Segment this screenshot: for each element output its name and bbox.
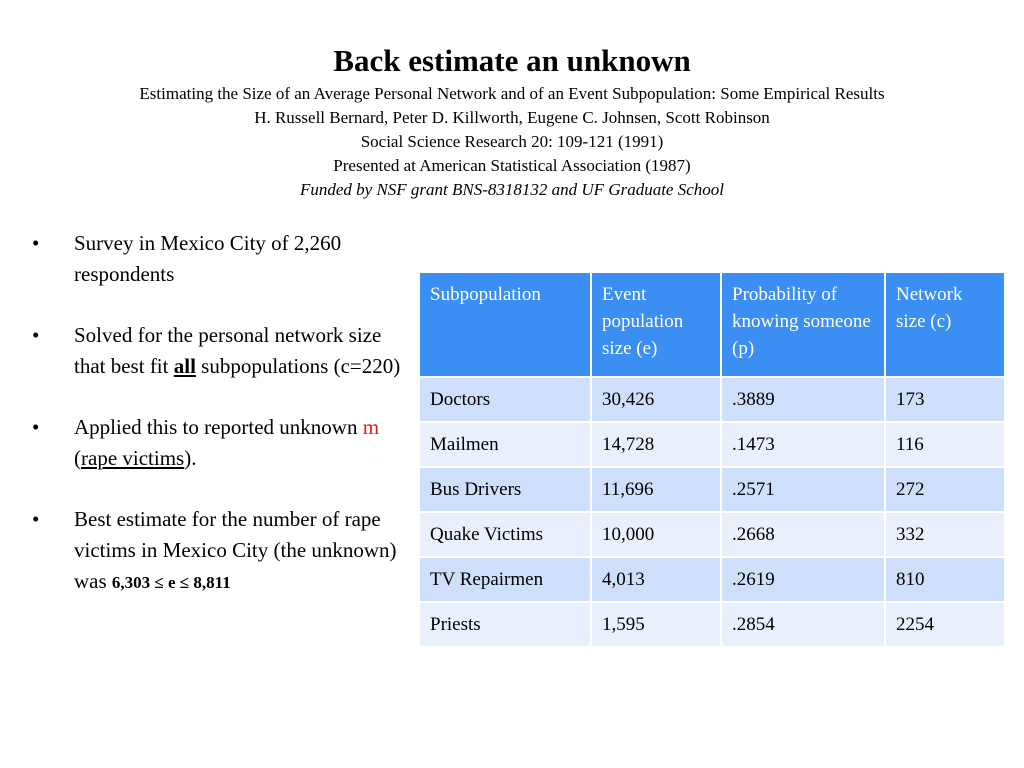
cell-subpopulation: Priests <box>419 602 591 647</box>
table-row <box>419 512 1005 557</box>
cell-probability: .3889 <box>721 377 885 422</box>
bullet-marker: • <box>32 507 40 531</box>
estimate-range: 6,303 ≤ e ≤ 8,811 <box>111 573 231 592</box>
paper-authors: H. Russell Bernard, Peter D. Killworth, Eugene C. Johnsen, Scott Robinson <box>254 108 770 127</box>
cell-probability: .2668 <box>721 512 885 557</box>
cell-event-size: 4,013 <box>591 557 721 602</box>
cell-event-size: 30,426 <box>591 377 721 422</box>
cell-subpopulation: TV Repairmen <box>419 557 591 602</box>
bullet-item <box>28 504 403 598</box>
header-network-size: Network size (c) <box>885 272 1005 377</box>
bullet-marker: • <box>32 231 40 255</box>
bullet-marker: • <box>32 415 40 439</box>
bullet-item <box>28 412 403 474</box>
bullet-text: ). <box>184 446 197 470</box>
bullet-item <box>28 320 403 382</box>
table-row <box>419 557 1005 602</box>
cell-event-size: 14,728 <box>591 422 721 467</box>
variable-m: m <box>362 415 380 439</box>
cell-probability: .2619 <box>721 557 885 602</box>
bullet-text: Applied this to reported unknown <box>74 415 363 439</box>
subpopulation-table <box>418 271 1006 648</box>
cell-subpopulation: Mailmen <box>419 422 591 467</box>
paper-citation: Social Science Research 20: 109-121 (1991) <box>360 132 664 151</box>
cell-network-size: 116 <box>885 422 1005 467</box>
cell-event-size: 10,000 <box>591 512 721 557</box>
table-row <box>419 422 1005 467</box>
cell-event-size: 1,595 <box>591 602 721 647</box>
cell-probability: .2854 <box>721 602 885 647</box>
bullet-text: subpopulations (c=220) <box>195 354 401 378</box>
header-subpopulation: Subpopulation <box>419 272 591 377</box>
paper-title: Estimating the Size of an Average Personal Network and of an Event Subpopulation: Some Empirical Results <box>139 84 885 103</box>
cell-network-size: 332 <box>885 512 1005 557</box>
slide-title: Back estimate an unknown <box>333 43 691 78</box>
cell-network-size: 2254 <box>885 602 1005 647</box>
cell-network-size: 173 <box>885 377 1005 422</box>
header-event-population-size: Event population size (e) <box>591 272 721 377</box>
slide-header <box>0 40 1024 202</box>
bullet-text: Solved for the personal network size that best fit <box>74 323 382 378</box>
table-header-row <box>419 272 1005 377</box>
table-row <box>419 467 1005 512</box>
funding-note: Funded by NSF grant BNS-8318132 and UF Graduate School <box>299 180 724 199</box>
cell-subpopulation: Doctors <box>419 377 591 422</box>
bullet-item <box>28 228 403 290</box>
table-row <box>419 602 1005 647</box>
bullet-marker: • <box>32 323 40 347</box>
emphasis-all: all <box>173 354 196 378</box>
bullet-text: Best estimate for the number of rape victims in Mexico City (the unknown) was <box>74 507 397 593</box>
cell-probability: .1473 <box>721 422 885 467</box>
bullet-text: ( <box>74 446 81 470</box>
cell-network-size: 272 <box>885 467 1005 512</box>
header-probability: Probability of knowing someone (p) <box>721 272 885 377</box>
cell-subpopulation: Bus Drivers <box>419 467 591 512</box>
bullet-list <box>28 228 403 628</box>
cell-event-size: 11,696 <box>591 467 721 512</box>
cell-subpopulation: Quake Victims <box>419 512 591 557</box>
bullet-text: Survey in Mexico City of 2,260 respondents <box>74 231 342 286</box>
cell-network-size: 810 <box>885 557 1005 602</box>
presentation-note: Presented at American Statistical Association (1987) <box>333 156 691 175</box>
table-row <box>419 377 1005 422</box>
rape-victims-link[interactable]: rape victims <box>81 446 185 470</box>
cell-probability: .2571 <box>721 467 885 512</box>
